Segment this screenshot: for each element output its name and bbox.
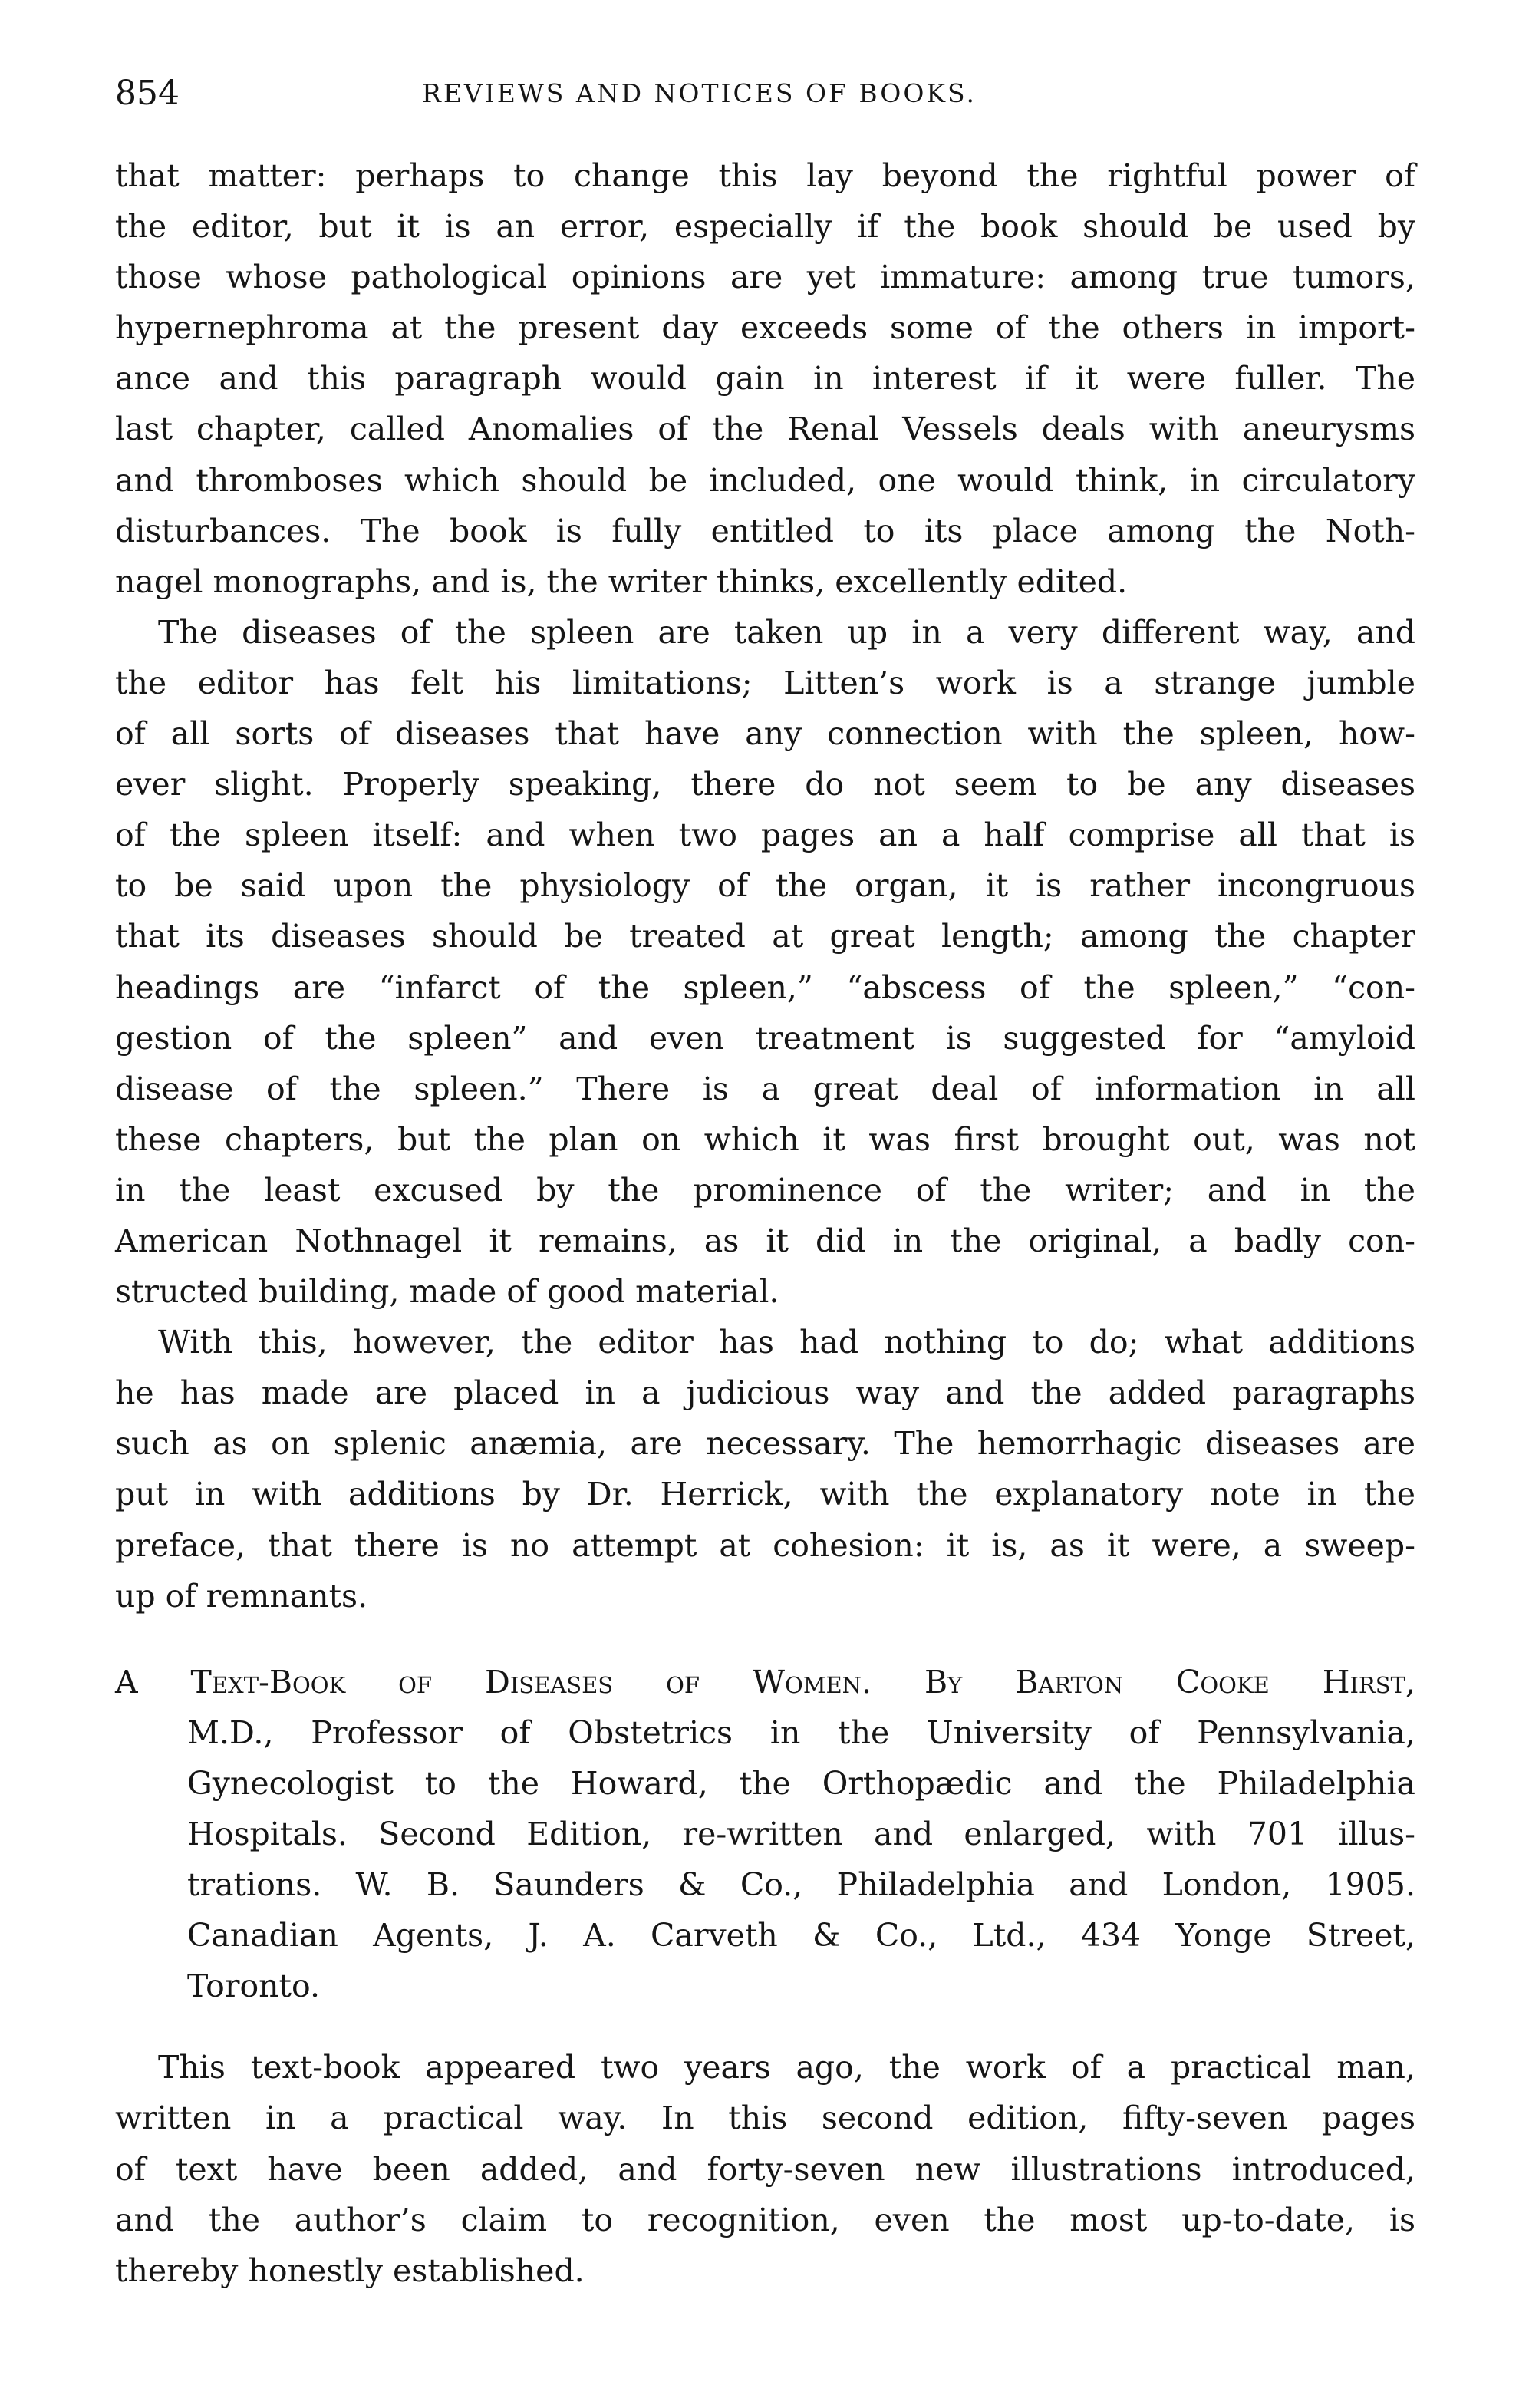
text-line: and the author’s claim to recognition, even the most up-to-date, is	[115, 2201, 1415, 2238]
text-line: he has made are placed in a judicious way and the added paragraphs	[115, 1374, 1415, 1412]
text-line: preface, that there is no attempt at cohesion: it is, as it were, a sweep-	[115, 1526, 1415, 1564]
book-author: By Barton Cooke Hirst,	[924, 1663, 1415, 1700]
text-line: trations. W. B. Saunders & Co., Philadelphia and London, 1905.	[187, 1866, 1415, 1904]
text-line: thereby honestly established.	[115, 2251, 585, 2289]
text-line: gestion of the spleen” and even treatment is suggested for “amyloid	[115, 1019, 1415, 1057]
page-number: 854	[115, 74, 180, 113]
text-line: such as on splenic anæmia, are necessary. The hemorrhagic diseases are	[115, 1425, 1415, 1463]
text-line: structed building, made of good material.	[115, 1273, 779, 1311]
text-line: disturbances. The book is fully entitled to its place among the Noth-	[115, 512, 1415, 549]
section-title: REVIEWS AND NOTICES OF BOOKS.	[422, 78, 977, 108]
text-line: the editor has felt his limitations; Litten’s work is a strange jumble	[115, 664, 1415, 701]
paragraph-gap	[115, 2011, 1415, 2042]
running-head	[115, 71, 1419, 117]
book-title: A Text-Book of Diseases of Women.	[115, 1663, 872, 1700]
text-line: those whose pathological opinions are yet immature: among true tumors,	[115, 259, 1415, 296]
text-line: that matter: perhaps to change this lay beyond the rightful power of	[115, 157, 1415, 194]
final-paragraph	[115, 2042, 1415, 2295]
text-line: Hospitals. Second Edition, re-written and enlarged, with 701 illus-	[187, 1816, 1415, 1852]
text-line: ever slight. Properly speaking, there do not seem to be any diseases	[115, 766, 1415, 803]
text-line: hypernephroma at the present day exceeds some of the others in import-	[115, 309, 1415, 347]
text-line: written in a practical way. In this second edition, fifty-seven pages	[115, 2100, 1415, 2137]
text-line: that its diseases should be treated at great length; among the chapter	[115, 918, 1415, 955]
text-line: American Nothnagel it remains, as it did in the original, a badly con-	[115, 1222, 1415, 1259]
text-line: to be said upon the physiology of the organ, it is rather incongruous	[115, 867, 1415, 905]
text-line: in the least excused by the prominence of the writer; and in the	[115, 1171, 1415, 1209]
text-line: This text-book appeared two years ago, the work of a practical man,	[158, 2049, 1415, 2086]
spleen-paragraph	[115, 607, 1415, 1317]
text-line: Gynecologist to the Howard, the Orthopædic and the Philadelphia	[187, 1764, 1415, 1802]
text-line: headings are “infarct of the spleen,” “abscess of the spleen,” “con-	[115, 968, 1415, 1006]
text-line: Canadian Agents, J. A. Carveth & Co., Ltd., 434 Yonge Street,	[187, 1917, 1415, 1954]
text-line: put in with additions by Dr. Herrick, with the explanatory note in the	[115, 1476, 1415, 1513]
body-text	[115, 150, 1415, 2296]
text-line: these chapters, but the plan on which it was first brought out, was not	[115, 1120, 1415, 1158]
paragraph-gap	[115, 1621, 1415, 1657]
text-line: Toronto.	[187, 1968, 321, 2005]
text-line: of text have been added, and forty-seven new illustrations introduced,	[115, 2150, 1415, 2188]
book-notice-heading	[115, 1657, 1415, 1707]
text-line: The diseases of the spleen are taken up in a very different way, and	[158, 613, 1415, 651]
text-line: nagel monographs, and is, the writer thinks, excellently edited.	[115, 562, 1128, 600]
editor-paragraph	[115, 1317, 1415, 1621]
text-line: and thromboses which should be included, one would think, in circulatory	[115, 461, 1415, 499]
text-line: disease of the spleen.” There is a great deal of information in all	[115, 1070, 1415, 1107]
review-continuation-paragraph	[115, 150, 1415, 607]
text-line: of the spleen itself: and when two pages an a half comprise all that is	[115, 816, 1415, 854]
text-line: up of remnants.	[115, 1577, 368, 1615]
text-line: last chapter, called Anomalies of the Renal Vessels deals with aneurysms	[115, 411, 1415, 448]
book-notice	[115, 1657, 1415, 2012]
text-line: ance and this paragraph would gain in interest if it were fuller. The	[115, 360, 1415, 397]
text-line: of all sorts of diseases that have any connection with the spleen, how-	[115, 715, 1415, 753]
text-line: M.D., Professor of Obstetrics in the University of Pennsylvania,	[187, 1714, 1415, 1751]
text-line: the editor, but it is an error, especially if the book should be used by	[115, 208, 1415, 246]
text-line: With this, however, the editor has had nothing to do; what additions	[158, 1324, 1415, 1361]
